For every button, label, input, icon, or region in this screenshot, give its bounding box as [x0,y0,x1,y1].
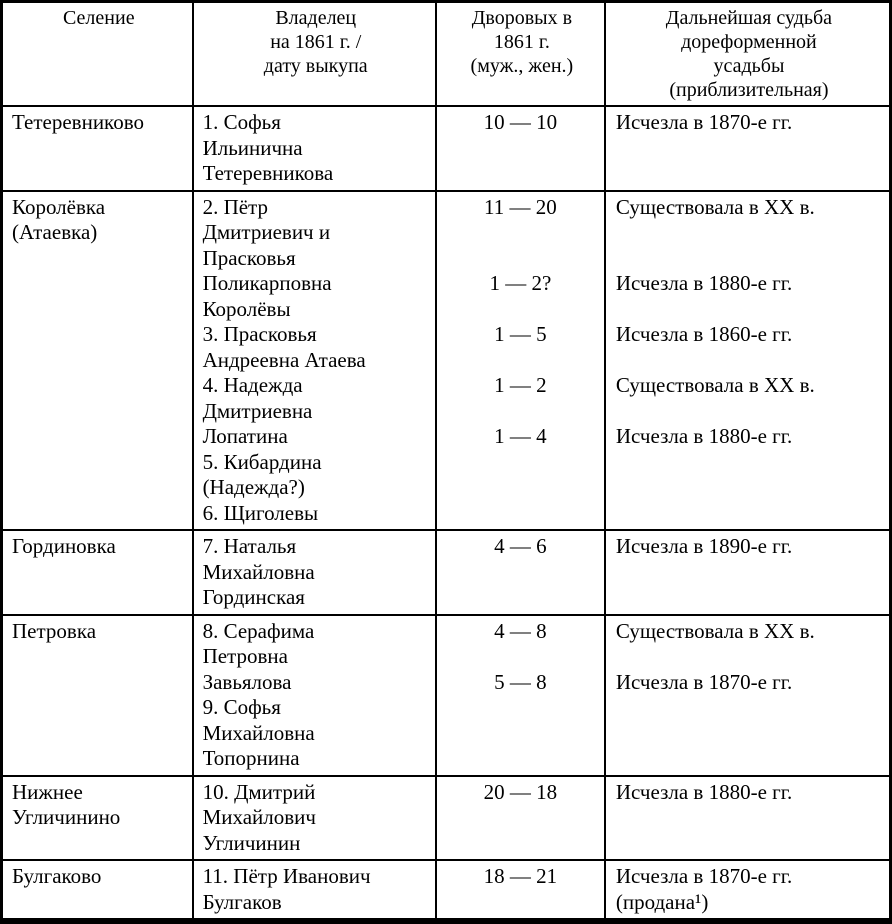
header-serfs-count [436,2,605,107]
text-line: 9. Софья [202,695,281,719]
serfs-count-cell [436,860,605,921]
text-line [439,450,602,476]
text-line: на 1861 г. / [270,31,362,53]
text-line [616,746,883,772]
text-line [439,246,602,272]
table-header [2,2,891,107]
text-line [616,348,883,374]
serfs-count-cell [436,776,605,861]
settlement-cell [2,860,193,921]
text-line: 7. Наталья [202,534,297,558]
text-line: 1. Софья [202,110,281,134]
text-line [616,721,883,747]
table-row [2,106,891,191]
table-row [2,776,891,861]
text-line: Королёвка [12,194,106,219]
owner-cell [193,776,436,861]
text-line [439,348,602,374]
table-row [2,191,891,531]
text-line: Дворовых в [471,7,573,29]
serfs-count-cell [436,530,605,615]
header-settlement [2,2,193,107]
text-line: 10. Дмитрий [202,779,316,804]
text-line: 8. Серафима [202,618,315,643]
text-line: Михайловна [202,559,315,584]
text-line: Исчезла в 1860-е гг. [615,322,793,346]
text-line: 5. Кибардина [202,449,322,474]
text-line: 18 — 21 [483,864,558,888]
text-line [439,475,602,501]
serfs-count-cell [436,191,605,531]
text-line: усадьбы [713,55,785,77]
text-line [616,475,883,501]
text-line: Владелец [275,7,357,29]
text-line: Булгаков [202,889,282,914]
text-line: 4. Надежда [202,373,303,397]
text-line: Нижнее [12,779,83,804]
owner-cell [193,106,436,191]
text-line [616,450,883,476]
text-line: Исчезла в 1870-е гг. [615,110,793,134]
text-line [439,501,602,527]
text-line: Лопатина [202,424,288,448]
text-line [439,220,602,246]
text-line: 2. Пётр [202,194,268,219]
header-row [2,2,891,107]
estate-fate-cell [605,191,891,531]
text-line: Гординовка [12,534,116,558]
text-line: Ильинична [202,135,303,160]
text-line: дореформенной [681,31,817,53]
settlement-cell [2,530,193,615]
text-line [439,399,602,425]
text-line: Исчезла в 1880-е гг. [615,424,793,448]
estate-fate-cell [605,615,891,776]
table-row [2,530,891,615]
text-line: 1861 г. [493,31,550,53]
text-line: Тетеревникова [202,161,334,185]
settlement-cell [2,191,193,531]
estate-fate-cell [605,106,891,191]
estate-fate-cell [605,776,891,861]
text-line [439,695,602,721]
text-line: Исчезла в 1870-е гг. [615,669,793,694]
text-line [616,695,883,721]
table-body [2,106,891,921]
header-estate-fate [605,2,891,107]
text-line: 4 — 6 [494,534,547,558]
text-line: Существовала в XX в. [615,373,815,397]
text-line: Королёвы [202,296,291,321]
text-line: 5 — 8 [494,669,547,694]
settlement-cell [2,776,193,861]
text-line: 1 — 2? [489,271,552,295]
estate-fate-cell [605,530,891,615]
text-line [616,501,883,527]
text-line: 3. Прасковья [202,322,317,346]
settlement-cell [2,615,193,776]
text-line: 10 — 10 [483,110,558,134]
text-line: (Атаевка) [12,220,98,244]
text-line: (приблизительная) [669,79,829,101]
text-line: Петровна [202,644,288,668]
text-line: Существовала в XX в. [615,194,815,219]
text-line: 1 — 5 [494,322,547,346]
text-line: Поликарповна [202,271,332,295]
text-line: Петровка [12,618,97,643]
text-line: (муж., жен.) [470,55,574,77]
text-line: Угличинин [202,830,301,855]
text-line: Дмитриевич и [202,220,331,244]
text-line: 11. Пётр Иванович [202,864,371,888]
text-line: Андреевна Атаева [202,347,366,372]
estate-fate-cell [605,860,891,921]
text-line [616,399,883,425]
text-line: Угличинино [12,805,121,829]
text-line: Дмитриевна [202,398,313,423]
text-line: Гординская [202,585,305,609]
text-line: Михайловна [202,720,315,745]
text-line: 20 — 18 [483,779,558,804]
owner-cell [193,615,436,776]
text-line [616,246,883,272]
settlement-cell [2,106,193,191]
text-line: 6. Щиголевы [202,500,319,525]
text-line: 11 — 20 [484,194,557,219]
text-line: Прасковья [202,245,296,270]
serfs-count-cell [436,615,605,776]
text-line: Исчезла в 1880-е гг. [615,779,793,804]
text-line: Топорнина [202,746,300,770]
text-line [616,644,883,670]
text-line: Селение [62,7,135,29]
owner-cell [193,530,436,615]
text-line: (продана¹) [615,889,709,914]
text-line: Существовала в XX в. [615,618,815,643]
text-line [439,644,602,670]
text-line: Завьялова [202,669,292,694]
text-line: Тетеревниково [12,110,144,134]
owner-cell [193,860,436,921]
text-line: Дальнейшая судьба [665,7,833,29]
text-line: (Надежда?) [202,475,305,499]
header-owner [193,2,436,107]
text-line: Исчезла в 1890-е гг. [615,534,793,558]
text-line: Исчезла в 1870-е гг. [615,864,793,888]
text-line: 4 — 8 [494,618,547,643]
table-row [2,860,891,921]
text-line [439,721,602,747]
text-line [439,746,602,772]
text-line: 1 — 4 [494,424,547,448]
text-line [439,297,602,323]
serfs-count-cell [436,106,605,191]
text-line: Булгаково [12,864,102,888]
text-line: дату выкупа [263,55,368,77]
text-line [616,297,883,323]
text-line: Михайлович [202,805,316,829]
text-line: 1 — 2 [494,373,547,397]
text-line [616,220,883,246]
text-line: Исчезла в 1880-е гг. [615,271,793,295]
table-row [2,615,891,776]
owner-cell [193,191,436,531]
